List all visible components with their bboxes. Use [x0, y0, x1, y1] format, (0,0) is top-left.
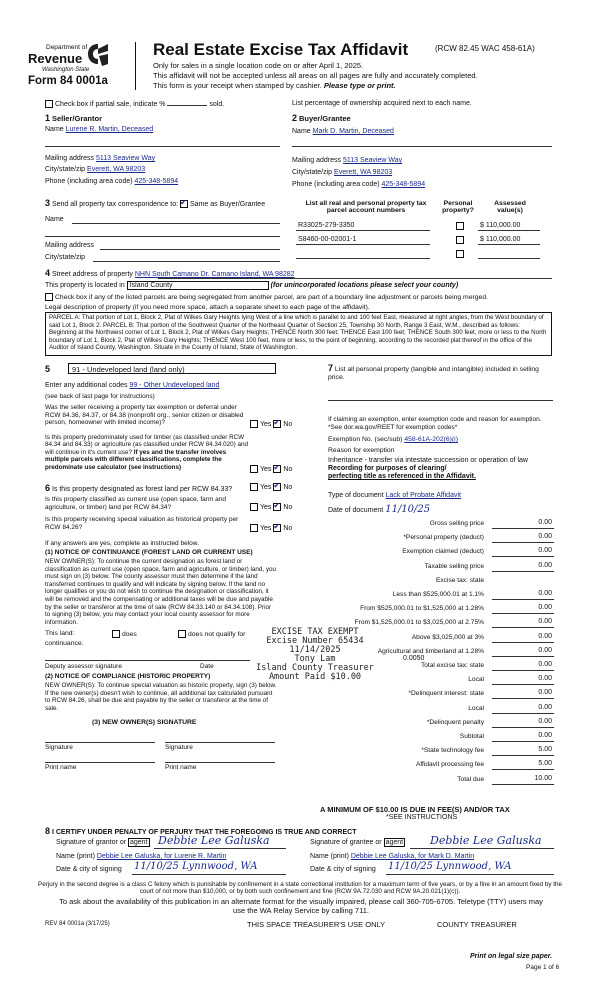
street-row	[45, 268, 295, 278]
header-note3-bold: Please type or print.	[323, 81, 396, 90]
parcel-number[interactable]: R33025-279-3350	[298, 222, 355, 229]
grantor-name-field[interactable]: Debbie Lee Galuska, for Lurene R. Martin	[96, 853, 227, 860]
buyer-heading-text: Buyer/Grantee	[298, 114, 351, 123]
section4-number: 4	[45, 268, 51, 278]
tax-row-label: Subtotal	[459, 733, 484, 740]
timber-question-bold: If yes and the transfer involves multiple parcels with different classifications, complete the predominate use calculator (see instructions)	[45, 448, 227, 471]
q3-no-checkbox[interactable]	[273, 483, 281, 491]
grantor-date-label: Date & city of signing	[56, 866, 122, 873]
exemption-label: If claiming an exemption, enter exemption code and reason for exemption.	[328, 416, 542, 423]
forest-question-text: Is this property designated as forest land per RCW 84.33?	[51, 486, 233, 493]
yes-label: Yes	[260, 465, 272, 473]
exemption-question: Was the seller receiving a property tax exemption or deferral under RCW 84.36, 84.37, or 84.38 (nonprofit org., senior citizen or disabled person, homeowner with limited income)?	[45, 404, 244, 427]
tax-row-label: Excise tax: state	[435, 576, 484, 584]
partial-label: Check box if partial sale, indicate %	[55, 100, 166, 108]
q2-yes-no	[250, 465, 292, 473]
tax-row-value[interactable]: 0.00	[538, 689, 552, 697]
stamp-line5: Island County Treasurer	[256, 663, 374, 673]
yes-label: Yes	[260, 524, 272, 532]
print-name-label: Print name	[45, 764, 77, 771]
tax-row-value[interactable]: 10.00	[534, 774, 552, 782]
section3-city-label: City/state/zip	[45, 254, 86, 261]
treasurer-only: THIS SPACE TREASURER'S USE ONLY	[247, 920, 386, 929]
local-rate: 0.0050	[403, 655, 425, 662]
buyer-mailing-label: Mailing address	[292, 157, 342, 164]
tax-row-line	[492, 784, 554, 785]
q1-yes-checkbox[interactable]	[250, 420, 258, 428]
tax-row	[300, 745, 554, 757]
stamp-line2: Excise Number 65434	[266, 636, 364, 646]
form-number: Form 84 0001a	[28, 75, 108, 87]
tax-row-line	[492, 670, 554, 671]
tax-row-value[interactable]: 0.00	[538, 675, 552, 683]
stamp-line4: Tony Lam	[294, 654, 336, 664]
tax-row-value[interactable]: 0.00	[538, 646, 552, 654]
q1-no-checkbox[interactable]	[273, 420, 281, 428]
exemption-number-row	[328, 436, 458, 443]
partial-sale-checkbox[interactable]	[45, 100, 53, 108]
tax-row-line	[492, 656, 554, 657]
buyer-city-row	[292, 169, 392, 176]
tax-row-value[interactable]: 5.00	[538, 760, 552, 768]
tax-row	[300, 759, 554, 771]
grantor-name-row	[56, 853, 226, 860]
page-title: Real Estate Excise Tax Affidavit	[153, 40, 409, 59]
timber-question	[45, 434, 250, 471]
tax-row-value[interactable]: 5.00	[538, 746, 552, 754]
buyer-mailing-row	[292, 157, 402, 164]
tax-row-label: *Delinquent penalty	[426, 718, 484, 726]
seller-name-field[interactable]: Lurene R. Martin, Deceased	[65, 126, 154, 133]
grantor-name-label: Name (print)	[56, 853, 95, 860]
section3-name-row	[45, 216, 280, 223]
doc-type-row	[328, 492, 461, 499]
current-use-question: Is this property classified as current use (open space, farm and agriculture, or timber) land per RCW 84.34?	[45, 496, 227, 511]
header-note2: This affidavit will not be accepted unless all areas on all pages are fully and accurately completed.	[153, 71, 478, 80]
minimum-due: A MINIMUM OF $10.00 IS DUE IN FEE(S) AND/OR TAX	[320, 805, 510, 814]
buyer-name-field[interactable]: Mark D. Martin, Deceased	[312, 128, 394, 135]
seller-heading	[45, 113, 102, 123]
parcel-col-header: List all real and personal property tax parcel account numbers	[305, 200, 427, 214]
no-label: No	[283, 503, 293, 511]
grantor-signature-row	[56, 839, 150, 846]
section5-number: 5	[45, 364, 51, 374]
tax-row	[300, 561, 554, 573]
q4-yes-checkbox[interactable]	[250, 503, 258, 511]
tax-row-label: *Delinquent interest: state	[408, 690, 484, 698]
tax-row	[300, 731, 554, 743]
seller-name-row	[45, 126, 280, 133]
timber-question-text: Is this property predominately used for timber (as classified under RCW 84.34 and 84.33) or agriculture (as classified under RCW 84.34.020) and will continue in it's current use?	[45, 434, 249, 456]
tax-row-value[interactable]: 0.00	[538, 547, 552, 555]
notice3-title: (3) NEW OWNER(S) SIGNATURE	[92, 719, 197, 726]
grantee-signature-row	[310, 839, 405, 846]
section8-number: 8	[45, 826, 51, 836]
reason-field[interactable]	[328, 457, 553, 481]
grantee-name-field[interactable]: Debbie Lee Galuska, for Mark D. Martin	[350, 853, 475, 860]
header-note1: Only for sales in a single location code on or after April 1, 2025.	[153, 61, 364, 70]
tax-row	[300, 688, 554, 700]
grantor-signature[interactable]: Debbie Lee Galuska	[158, 834, 270, 847]
section3-label: Send all property tax correspondence to:	[51, 201, 179, 208]
tax-row-line	[492, 769, 554, 770]
seller-mailing-row	[45, 155, 155, 162]
buyer-mailing-field[interactable]: 5113 Seaview Way	[342, 157, 403, 164]
tax-row-label: From $1,525,000.01 to $3,025,000 at 2.75%	[354, 619, 484, 627]
additional-codes-label: Enter any additional codes	[45, 382, 128, 389]
tax-row-value[interactable]: 0.00	[538, 632, 552, 640]
exemption-note: *See dor.wa.gov/REET for exemption codes*	[328, 423, 458, 431]
does-not-label: does not qualify for	[188, 630, 246, 638]
tax-row-value[interactable]: 0.00	[538, 590, 552, 597]
buyer-phone-row	[292, 181, 425, 188]
seller-heading-text: Seller/Grantor	[51, 114, 102, 123]
does-row	[112, 630, 137, 638]
tax-row	[300, 617, 554, 629]
tax-row-line	[492, 627, 554, 628]
buyer-name-label: Name	[292, 128, 311, 135]
tax-row-line	[492, 755, 554, 756]
tax-row	[300, 674, 554, 686]
alternate-format-notice: To ask about the availability of this publication in an alternate format for the visually impaired, please call 360-705-6705. Teletype (TTY) users may use the WA Relay Service by calling 711.	[59, 897, 543, 915]
located-label: This property is located in	[45, 282, 125, 289]
seller-mailing-label: Mailing address	[45, 155, 95, 162]
reason-label: Reason for exemption	[328, 447, 395, 454]
street-label: Street address of property	[51, 271, 133, 278]
doc-date-field[interactable]: 11/10/25	[385, 504, 431, 515]
tax-row-label: Agricultural and timberland at 1.28%	[377, 647, 484, 655]
q4-yes-no	[250, 503, 292, 511]
reason-recording2: perfecting title as referenced in the Affidavit.	[328, 473, 476, 480]
tax-row-label: Less than $525,000.01 at 1.1%	[392, 591, 484, 598]
does-not-checkbox[interactable]	[178, 630, 186, 638]
tax-row	[300, 603, 554, 615]
tax-row-line	[492, 698, 554, 699]
q3-yes-no	[250, 483, 292, 491]
tax-row-label: Total due	[457, 775, 484, 783]
q5-yes-no	[250, 524, 292, 532]
doc-type-label: Type of document	[328, 492, 384, 499]
header-divider	[135, 42, 136, 90]
section6-number: 6	[45, 483, 51, 493]
tax-row-line	[492, 684, 554, 685]
county-treasurer: COUNTY TREASURER	[437, 920, 517, 929]
doc-date-row	[328, 504, 430, 515]
tax-row-line	[492, 741, 554, 742]
use-code-select[interactable]: 91 - Undeveloped land (land only)	[68, 363, 276, 374]
partial-label-sold: sold.	[209, 100, 225, 108]
certify-text: I CERTIFY UNDER PENALTY OF PERJURY THAT THE FOREGOING IS TRUE AND CORRECT	[51, 829, 357, 836]
tax-row	[300, 632, 554, 644]
seller-city-field[interactable]: Everett, WA 98203	[87, 166, 146, 173]
buyer-phone-label: Phone (including area code)	[292, 181, 380, 188]
parcel-row	[296, 220, 541, 232]
personal-property-checkbox[interactable]	[456, 222, 464, 230]
dept-line3: Washington State	[42, 67, 90, 73]
forest-question	[45, 483, 232, 493]
print-name-label: Print name	[165, 764, 197, 771]
buyer-phone-field[interactable]: 425-348-5894	[381, 181, 426, 188]
stamp-line1: EXCISE TAX EXEMPT	[271, 627, 359, 637]
dept-line1: Department of	[46, 44, 88, 51]
exemption-number-field[interactable]: 458-61A-202(6)(i)	[404, 436, 458, 443]
grantee-name-label: Name (print)	[310, 853, 349, 860]
exemption-instructions	[328, 416, 553, 431]
buyer-city-field[interactable]: Everett, WA 98203	[334, 169, 393, 176]
tax-row-label: *Personal property (deduct)	[403, 534, 484, 542]
additional-codes-row	[45, 382, 219, 389]
q3-yes-checkbox[interactable]	[250, 483, 258, 491]
seller-name-label: Name	[45, 126, 64, 133]
tax-row	[300, 703, 554, 715]
new-owner-signature-label: Signature	[45, 744, 73, 751]
deputy-date-label: Date	[200, 663, 214, 670]
grantee-agent-box[interactable]: agent	[385, 839, 404, 846]
tax-row-value[interactable]: 0.00	[538, 533, 552, 541]
reason-recording1: Recording for purposes of clearing/	[328, 465, 447, 472]
does-label: does	[122, 630, 137, 638]
q5-no-checkbox[interactable]	[273, 524, 281, 532]
tax-row	[300, 546, 554, 558]
same-as-buyer-label: Same as Buyer/Grantee	[190, 201, 266, 208]
seller-phone-label: Phone (including area code)	[45, 178, 133, 185]
q4-no-checkbox[interactable]	[273, 503, 281, 511]
personal-property-checkbox[interactable]	[456, 236, 464, 244]
buyer-heading	[292, 113, 351, 123]
partial-percent-field[interactable]	[167, 105, 207, 106]
tax-row-value[interactable]: 0.00	[538, 703, 552, 711]
legal-description-field[interactable]: PARCEL A: That portion of Lot 1, Block 2, Plat of Wilkes Gary Heights lying West of a line which is parallel to and 100 feet East, measured at right angles, from the West boundary of said Lot 1, Block 2. PARCEL B: That portion of the Southwest Quarter of the Northeast Quarter of Section 25, Township 30 North, Range 3 East, W.M., described as follows: Beginning at the Northwest corner of Lot 1, Block 2, Plat of Wilkes Gary Heights; THENCE North 300 feet; THENCE East 100 feet; THENCE South 300 feet, more or less to the North boundary of Lot 1, Block 2, Plat of Wilkes Gary Heights; THENCE West 100 feet, more or less, to the point of beginning, according to the recorded plat thereof in the office of the Auditor of Island County, Washington. Situate in the County of Island, State of Washington.	[45, 312, 552, 356]
tax-row	[300, 774, 554, 786]
doc-type-field[interactable]: Lack of Probate Affidavit	[385, 492, 461, 499]
seller-mailing-field[interactable]: 5113 Seaview Way	[95, 155, 156, 162]
tax-row-label: Taxable selling price	[424, 562, 484, 570]
assessed-value[interactable]: $ 110,000.00	[480, 222, 521, 229]
notice1-title: (1) NOTICE OF CONTINUANCE (FOREST LAND OR CURRENT USE)	[45, 549, 253, 556]
seller-city-row	[45, 166, 145, 173]
buyer-city-label: City/state/zip	[292, 169, 333, 176]
grantee-signature-label: Signature of grantee or	[310, 839, 382, 846]
tax-row-value[interactable]: 0.00	[538, 519, 552, 526]
assessed-value[interactable]: $ 110,000.00	[480, 236, 521, 243]
tax-row-value[interactable]: 0.00	[538, 717, 552, 725]
parcel-row	[296, 248, 541, 260]
tax-row-value[interactable]: 0.00	[538, 561, 552, 569]
section3-heading	[45, 198, 265, 208]
section7-heading	[328, 364, 553, 382]
no-label: No	[283, 465, 293, 473]
header-note3-text: This form is your receipt when stamped by cashier.	[153, 81, 322, 90]
perjury-notice: Perjury in the second degree is a class C felony which is punishable by confinement in a state correctional institution for a maximum term of five years, or by a fine in an amount fixed by the court of not more than $10,000, or by both such confinement and fine (RCW 9A.72.030 and RCW 9A.20.021(1)(c)).	[38, 881, 562, 896]
yes-label: Yes	[260, 503, 272, 511]
q1-yes-no	[250, 420, 292, 428]
yes-label: Yes	[260, 483, 272, 491]
tax-row-label: Above $3,025,000 at 3%	[411, 633, 484, 641]
section3-number: 3	[45, 198, 51, 208]
partial-sale-row	[45, 100, 224, 108]
answer-instructions: If any answers are yes, complete as instructed below.	[45, 540, 199, 547]
see-back-note: (see back of last page for instructions)	[45, 393, 155, 400]
does-not-row	[178, 630, 245, 638]
assessed-col-header: Assessed value(s)	[494, 200, 526, 214]
notice2-text: NEW OWNER(S): To continue special valuation as historic property, sign (3) below. If the new owner(s) doesn't wish to continue, all additional tax calculated pursuant to RCW 84.26, shall be due and payable by the seller or transferor at the time of sale.	[45, 682, 277, 712]
located-row	[45, 281, 458, 290]
tax-row-line	[492, 713, 554, 714]
q2-yes-checkbox[interactable]	[250, 465, 258, 473]
tax-row-label: Affidavit processing fee	[415, 761, 484, 769]
street-field[interactable]: NHN South Camano Dr. Camano Island, WA 98282	[134, 271, 295, 278]
yes-label: Yes	[260, 420, 272, 428]
tax-row-line	[492, 613, 554, 614]
county-select[interactable]: Island County	[127, 281, 269, 290]
same-as-buyer-checkbox[interactable]	[180, 200, 188, 208]
stamp-line3: 11/14/2025	[289, 645, 341, 655]
this-land-label: This land:	[45, 630, 75, 637]
notice2-title: (2) NOTICE OF COMPLIANCE (HISTORIC PROPERTY)	[45, 673, 211, 680]
no-label: No	[283, 420, 293, 428]
grantor-agent-box[interactable]: agent	[130, 839, 148, 846]
section7-label: List all personal property (tangible and intangible) included in selling price.	[328, 366, 539, 381]
tax-row	[300, 717, 554, 729]
q5-yes-checkbox[interactable]	[250, 524, 258, 532]
buyer-name-row	[292, 128, 394, 135]
personal-property-checkbox[interactable]	[456, 250, 464, 258]
grantor-signature-label: Signature of grantor or	[56, 839, 127, 846]
additional-codes-field[interactable]: 99 - Other Undeveloped land	[129, 382, 220, 389]
seller-section-number: 1	[45, 113, 51, 123]
tax-calculation-table	[300, 518, 554, 808]
seller-phone-row	[45, 178, 178, 185]
personal-col-header: Personal property?	[442, 200, 474, 214]
segregated-label: Check box if any of the listed parcels are being segregated from another parcel, are part of a boundary line adjustment or parcels being merged.	[55, 293, 488, 301]
tax-row-label: Gross selling price	[429, 520, 484, 527]
no-label: No	[283, 524, 293, 532]
reason-text: Inheritance - transfer via intestate succession or operation of law	[328, 457, 528, 464]
section3-name-label: Name	[45, 216, 64, 223]
section3-mailing-label: Mailing address	[45, 242, 95, 249]
tax-row-line	[492, 599, 554, 600]
ownership-note: List percentage of ownership acquired next to each name.	[292, 100, 472, 107]
continuance-label: continuance.	[45, 640, 84, 647]
does-checkbox[interactable]	[112, 630, 120, 638]
tax-row-label: Local	[468, 704, 484, 712]
tax-row	[300, 660, 554, 672]
stamp-line6: Amount Paid $10.00	[268, 672, 362, 682]
tax-row-line	[492, 571, 554, 572]
section7-number: 7	[328, 363, 334, 373]
grantor-date-city[interactable]: 11/10/25 Lynnwood, WA	[134, 861, 258, 872]
tax-row	[300, 518, 554, 530]
tax-row-label: *State technology fee	[421, 747, 484, 755]
parcel-number[interactable]: S8460-00-02001-1	[298, 236, 357, 243]
deputy-signature-label: Deputy assessor signature	[45, 663, 122, 670]
parcel-row	[296, 234, 541, 246]
legal-label: Legal description of property (if you need more space, attach a separate sheet to each page of the affidavit).	[45, 304, 370, 311]
tax-row-label: From $525,000.01 to $1,525,000 at 1.28%	[360, 605, 484, 613]
tax-row-value[interactable]: 0.00	[538, 604, 552, 612]
doc-date-label: Date of document	[328, 507, 384, 514]
tax-row-line	[492, 727, 554, 728]
grantee-signature[interactable]: Debbie Lee Galuska	[430, 834, 542, 847]
seller-phone-field[interactable]: 425-348-5894	[134, 178, 179, 185]
tax-row-line	[492, 642, 554, 643]
seller-city-label: City/state/zip	[45, 166, 86, 173]
tax-row	[300, 575, 554, 587]
see-instructions: *SEE INSTRUCTIONS	[386, 814, 458, 821]
legal-paper-note: Print on legal size paper.	[470, 953, 553, 960]
tax-row-value[interactable]: 0.00	[538, 618, 552, 626]
tax-row	[300, 646, 554, 658]
segregated-row	[45, 293, 555, 301]
notice1-text: NEW OWNER(S): To continue the current designation as forest land or classification as current use (open space, farm and agriculture, or timber) land, you must sign on (3) below. The county assessor must then determine if the land transferred continues to qualify and will indicate by signing below. If the land no longer qualifies or you do not wish to continue the designation or classification, it will be removed and the compensating or additional taxes will be due and payable by the seller or transferor at the time of sale (RCW 84.33.140 or 84.34.108). Prior to signing (3) below, you may contact your local county assessor for more information.	[45, 558, 276, 626]
tax-row-value[interactable]: 0.00	[538, 661, 552, 668]
page-number: Page 1 of 6	[526, 964, 560, 971]
q2-no-checkbox[interactable]	[273, 465, 281, 473]
tax-row-line	[492, 556, 554, 557]
revision: REV 84 0001a (3/17/25)	[45, 921, 110, 927]
tax-row-value[interactable]: 0.00	[538, 732, 552, 739]
historic-question: Is this property receiving special valuation as historical property per RCW 84.26?	[45, 516, 239, 531]
dor-logo-icon	[86, 42, 110, 68]
exemption-number-label: Exemption No. (sec/sub)	[328, 436, 403, 443]
tax-row-line	[492, 528, 554, 529]
dept-line2: Revenue	[28, 51, 83, 66]
tax-row-label: Total excise tax: state	[420, 662, 484, 669]
segregated-checkbox[interactable]	[45, 293, 53, 301]
header-note3	[153, 81, 396, 90]
tax-row-label: Local	[468, 676, 484, 684]
tax-row-line	[492, 542, 554, 543]
title-ref: (RCW 82.45 WAC 458-61A)	[435, 44, 535, 53]
tax-row	[300, 589, 554, 601]
grantee-date-label: Date & city of signing	[310, 866, 376, 873]
grantee-name-row	[310, 853, 474, 860]
located-note: (for unincorporated locations please select your county)	[270, 282, 459, 289]
tax-row	[300, 532, 554, 544]
grantee-date-city[interactable]: 11/10/25 Lynnwood, WA	[388, 861, 512, 872]
buyer-section-number: 2	[292, 113, 298, 123]
tax-row-label: Exemption claimed (deduct)	[402, 548, 484, 556]
no-label: No	[283, 483, 293, 491]
new-owner-signature-label: Signature	[165, 744, 193, 751]
